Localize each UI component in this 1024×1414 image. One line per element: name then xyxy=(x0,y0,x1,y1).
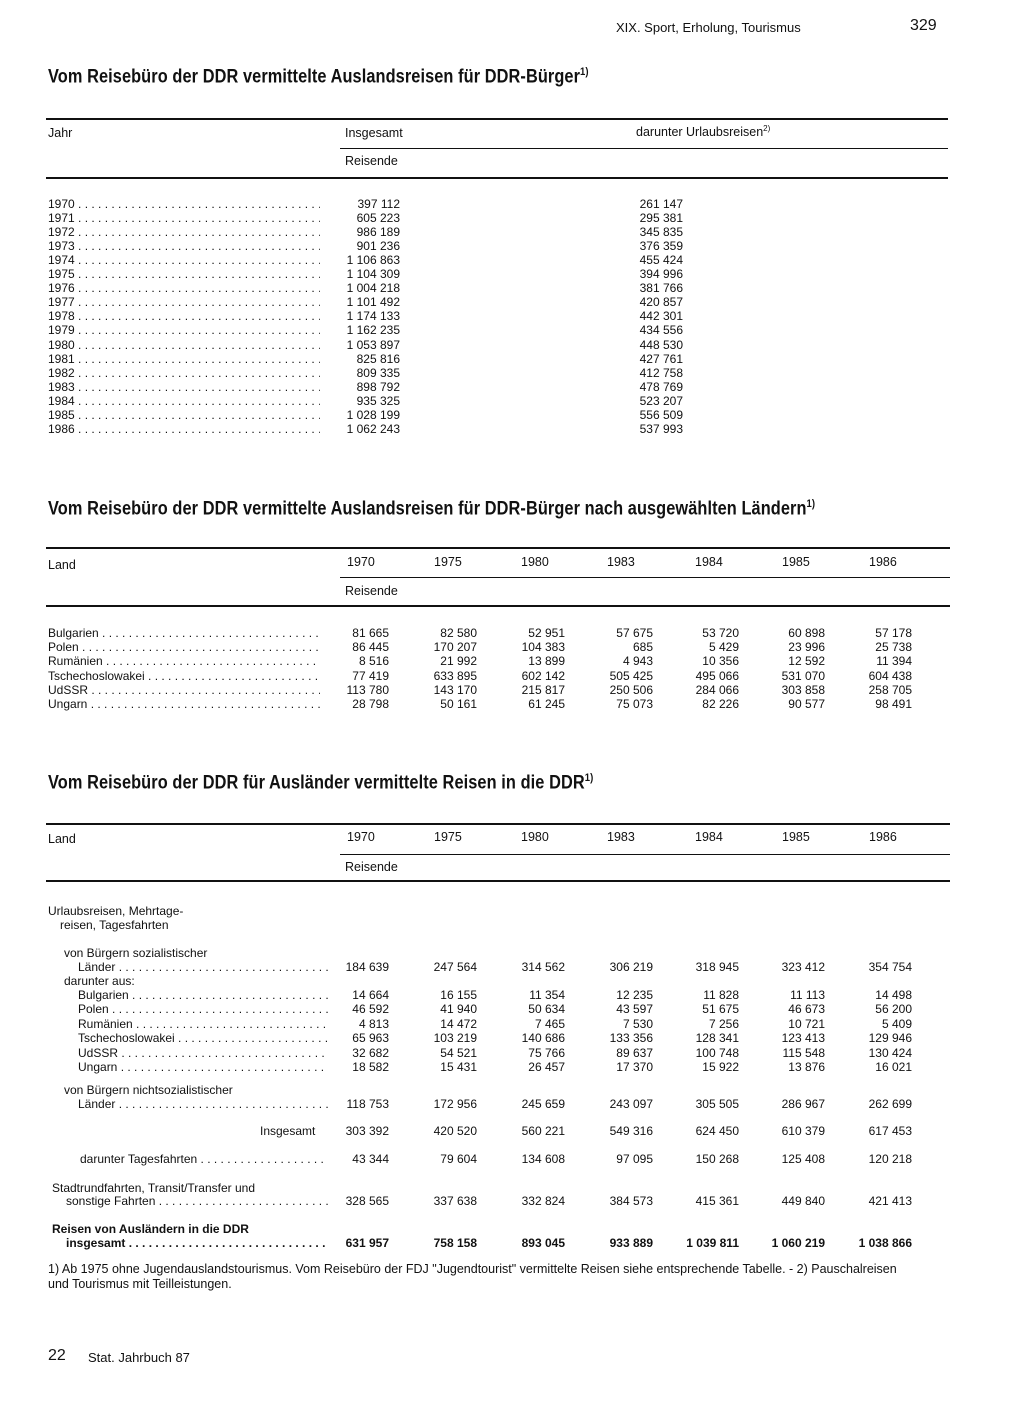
cell-1986: 56 200 xyxy=(875,1002,912,1017)
row-label-year: 1976 . . . xyxy=(48,281,320,295)
table3-title: Vom Reisebüro der DDR für Ausländer vermittelte Reisen in die DDR$^{1)}$ xyxy=(48,772,594,794)
cell-1970: 14 664 xyxy=(352,988,389,1002)
cell-insgesamt: 1 004 218 xyxy=(346,281,400,296)
cell-1983: 4 943 xyxy=(622,654,653,669)
cell-1970: 46 592 xyxy=(352,1002,389,1017)
cell-1983: 89 637 xyxy=(616,1045,653,1060)
cell-1985: 60 898 xyxy=(788,626,825,640)
table2-mid-rule xyxy=(340,577,950,578)
row-label-country: Rumänien . . . xyxy=(78,1017,328,1031)
cell-insgesamt: 1 104 309 xyxy=(346,267,400,282)
cell-1985: 90 577 xyxy=(788,697,825,711)
cell-urlaubsreisen: 448 530 xyxy=(639,337,683,352)
cell-1985: 286 967 xyxy=(781,1097,825,1111)
footer-source: Stat. Jahrbuch 87 xyxy=(88,1350,190,1365)
cell-urlaubsreisen: 261 147 xyxy=(639,197,683,211)
cell-1985: 12 592 xyxy=(788,654,825,669)
table3-darunter-aus: darunter aus: xyxy=(64,974,135,988)
table3-section-label: Urlaubsreisen, Mehrtage- reisen, Tagesfahrten xyxy=(48,904,184,932)
table1-top-rule xyxy=(46,118,948,120)
cell-1983: 306 219 xyxy=(609,960,653,974)
table1-col-darunter: darunter Urlaubsreisen$^{2)}$ xyxy=(636,124,771,140)
cell-1984: 150 268 xyxy=(695,1152,739,1166)
cell-1980: 560 221 xyxy=(521,1124,565,1138)
cell-urlaubsreisen: 381 766 xyxy=(639,281,683,296)
cell-1984: 1 039 811 xyxy=(686,1236,739,1250)
cell-1980: 332 824 xyxy=(521,1194,565,1208)
cell-insgesamt: 935 325 xyxy=(356,393,400,408)
year-header-1985: 1985 xyxy=(782,555,810,569)
cell-1975: 14 472 xyxy=(440,1016,477,1031)
cell-1983: 75 073 xyxy=(616,697,653,711)
cell-1983: 685 xyxy=(632,640,653,655)
cell-1986: 617 453 xyxy=(868,1124,912,1138)
cell-1970: 8 516 xyxy=(358,654,389,669)
cell-1980: 7 465 xyxy=(534,1016,565,1031)
cell-1980: 52 951 xyxy=(528,626,565,640)
cell-1986: 98 491 xyxy=(875,697,912,711)
table1-unit: Reisende xyxy=(345,154,398,168)
cell-urlaubsreisen: 556 509 xyxy=(639,407,683,422)
cell-1980: 104 383 xyxy=(521,640,565,655)
cell-1970: 303 392 xyxy=(345,1124,389,1138)
cell-1970: 631 957 xyxy=(345,1236,389,1250)
cell-1985: 13 876 xyxy=(788,1060,825,1074)
table1-bottom-rule xyxy=(46,177,948,179)
cell-1985: 123 413 xyxy=(781,1031,825,1046)
cell-1970: 18 582 xyxy=(352,1060,389,1074)
row-label-year: 1977 . . . xyxy=(48,295,320,309)
cell-urlaubsreisen: 295 381 xyxy=(639,211,683,226)
cell-1983: 505 425 xyxy=(609,668,653,683)
row-label-country: Rumänien . . . xyxy=(48,654,320,668)
table3-top-rule xyxy=(46,823,950,825)
footer-page-number: 22 xyxy=(48,1347,66,1364)
year-header-1985: 1985 xyxy=(782,830,810,844)
cell-insgesamt: 898 792 xyxy=(356,379,400,394)
cell-insgesamt: 605 223 xyxy=(356,211,400,226)
cell-1975: 103 219 xyxy=(433,1031,477,1046)
cell-1975: 143 170 xyxy=(433,682,477,697)
cell-insgesamt: 397 112 xyxy=(357,197,400,211)
cell-1980: 50 634 xyxy=(528,1002,565,1017)
row-label-year: 1984 . . . xyxy=(48,394,320,408)
year-header-1975: 1975 xyxy=(434,830,462,844)
row-label-year: 1985 . . . xyxy=(48,408,320,422)
cell-1975: 420 520 xyxy=(433,1124,477,1138)
cell-1984: 128 341 xyxy=(695,1031,739,1046)
cell-1975: 172 956 xyxy=(433,1097,477,1111)
cell-1975: 41 940 xyxy=(440,1002,477,1017)
cell-urlaubsreisen: 537 993 xyxy=(639,421,683,436)
cell-insgesamt: 1 101 492 xyxy=(346,295,400,310)
table2-unit: Reisende xyxy=(345,584,398,598)
cell-1986: 421 413 xyxy=(868,1194,912,1208)
cell-1986: 129 946 xyxy=(868,1031,912,1046)
cell-1970: 113 780 xyxy=(346,682,389,697)
cell-insgesamt: 1 174 133 xyxy=(346,309,400,324)
table2-col-land: Land xyxy=(48,558,76,572)
page-number: 329 xyxy=(910,17,937,34)
cell-1986: 1 038 866 xyxy=(858,1236,912,1250)
cell-urlaubsreisen: 434 556 xyxy=(639,323,683,338)
cell-urlaubsreisen: 376 359 xyxy=(639,239,683,254)
year-header-1986: 1986 xyxy=(869,555,897,569)
table1-mid-rule xyxy=(340,148,948,149)
cell-1975: 337 638 xyxy=(433,1194,477,1208)
row-label-country: Polen . . . xyxy=(48,640,320,654)
cell-1985: 1 060 219 xyxy=(771,1236,825,1250)
cell-insgesamt: 1 062 243 xyxy=(346,421,400,436)
row-label-year: 1986 . . . xyxy=(48,422,320,436)
table1-col-jahr: Jahr xyxy=(48,126,73,140)
cell-1983: 97 095 xyxy=(616,1152,653,1166)
cell-1975: 50 161 xyxy=(440,697,477,711)
table2-title: Vom Reisebüro der DDR vermittelte Auslandsreisen für DDR-Bürger nach ausgewählten Ländern$^{1)}$ xyxy=(48,498,816,520)
cell-1970: 328 565 xyxy=(345,1194,389,1208)
cell-1980: 61 245 xyxy=(528,697,565,711)
cell-1980: 75 766 xyxy=(528,1045,565,1060)
cell-1970: 28 798 xyxy=(352,697,389,711)
year-header-1986: 1986 xyxy=(869,830,897,844)
table1-col-insgesamt: Insgesamt xyxy=(345,126,403,140)
cell-1980: 602 142 xyxy=(521,668,565,683)
cell-1975: 82 580 xyxy=(440,626,477,640)
table2-top-rule xyxy=(46,547,950,549)
row-label-country: Tschechoslowakei . . . xyxy=(48,669,320,683)
cell-1970: 77 419 xyxy=(352,668,389,683)
cell-insgesamt: 1 106 863 xyxy=(346,253,400,268)
cell-1983: 133 356 xyxy=(609,1031,653,1046)
row-label-year: 1974 . . . xyxy=(48,253,320,267)
row-label-year: 1983 . . . xyxy=(48,380,320,394)
cell-1985: 531 070 xyxy=(781,668,825,683)
cell-insgesamt: 1 162 235 xyxy=(346,323,400,338)
cell-urlaubsreisen: 345 835 xyxy=(639,225,683,240)
cell-1984: 51 675 xyxy=(702,1002,739,1017)
cell-urlaubsreisen: 478 769 xyxy=(639,379,683,394)
cell-1980: 215 817 xyxy=(521,682,565,697)
cell-1986: 604 438 xyxy=(868,668,912,683)
table3-col-land: Land xyxy=(48,832,76,846)
cell-1975: 79 604 xyxy=(440,1152,477,1166)
cell-1986: 354 754 xyxy=(868,960,912,974)
row-label-country: Bulgarien . . . xyxy=(78,988,328,1002)
cell-1983: 549 316 xyxy=(609,1124,653,1138)
cell-1970: 184 639 xyxy=(345,960,389,974)
year-header-1970: 1970 xyxy=(347,830,375,844)
cell-1980: 13 899 xyxy=(528,654,565,669)
cell-1984: 415 361 xyxy=(695,1194,739,1208)
cell-1985: 125 408 xyxy=(781,1152,825,1166)
cell-1980: 893 045 xyxy=(521,1236,565,1250)
cell-1985: 10 721 xyxy=(788,1016,825,1031)
cell-1984: 495 066 xyxy=(695,668,739,683)
cell-insgesamt: 986 189 xyxy=(356,225,400,240)
table3-soz-label-1: von Bürgern sozialistischer xyxy=(64,946,208,960)
cell-urlaubsreisen: 394 996 xyxy=(639,267,683,282)
table3-mid-rule xyxy=(340,854,950,855)
row-label-country: Tschechoslowakei . . . xyxy=(78,1031,328,1045)
cell-1975: 16 155 xyxy=(440,988,477,1002)
row-label-year: 1971 . . . xyxy=(48,211,320,225)
year-header-1975: 1975 xyxy=(434,555,462,569)
cell-insgesamt: 1 028 199 xyxy=(346,407,400,422)
cell-1985: 46 673 xyxy=(788,1002,825,1017)
table1-title: Vom Reisebüro der DDR vermittelte Auslandsreisen für DDR-Bürger$^{1)}$ xyxy=(48,66,589,88)
cell-insgesamt: 809 335 xyxy=(356,365,400,380)
cell-1983: 933 889 xyxy=(609,1236,653,1250)
cell-1985: 23 996 xyxy=(788,640,825,655)
cell-1986: 57 178 xyxy=(875,626,912,640)
row-label-year: 1973 . . . xyxy=(48,239,320,253)
cell-urlaubsreisen: 442 301 xyxy=(639,309,683,324)
cell-1970: 86 445 xyxy=(352,640,389,655)
cell-1970: 43 344 xyxy=(352,1152,389,1166)
year-header-1983: 1983 xyxy=(607,830,635,844)
cell-1985: 610 379 xyxy=(781,1124,825,1138)
cell-1985: 323 412 xyxy=(781,960,825,974)
cell-1983: 384 573 xyxy=(609,1194,653,1208)
footnote: 1) Ab 1975 ohne Jugendauslandstourismus. Vom Reisebüro der FDJ "Jugendtourist" vermittelte Reisen siehe entsprechende Tabelle. - 2) Pauschalreisen und Tourismus mit Teilleistungen. xyxy=(48,1262,897,1291)
cell-1980: 140 686 xyxy=(521,1031,565,1046)
cell-1986: 14 498 xyxy=(875,988,912,1002)
cell-1970: 65 963 xyxy=(352,1031,389,1046)
cell-1985: 449 840 xyxy=(781,1194,825,1208)
cell-1980: 134 608 xyxy=(521,1152,565,1166)
cell-1983: 17 370 xyxy=(616,1060,653,1074)
row-label-year: 1981 . . . xyxy=(48,352,320,366)
cell-1984: 318 945 xyxy=(695,960,739,974)
row-label-country: Ungarn . . . xyxy=(78,1060,328,1074)
cell-1983: 243 097 xyxy=(609,1097,653,1111)
table3-nsoz-label-1: von Bürgern nichtsozialistischer xyxy=(64,1083,233,1097)
row-label-year: 1970 . . . xyxy=(48,197,320,211)
cell-urlaubsreisen: 420 857 xyxy=(639,295,683,310)
cell-1986: 120 218 xyxy=(868,1152,912,1166)
row-label-year: 1979 . . . xyxy=(48,323,320,337)
cell-1984: 624 450 xyxy=(695,1124,739,1138)
chapter-header: XIX. Sport, Erholung, Tourismus xyxy=(616,20,801,35)
table3-bottom-rule xyxy=(46,880,950,882)
cell-1984: 284 066 xyxy=(695,682,739,697)
cell-1984: 100 748 xyxy=(695,1045,739,1060)
cell-1985: 303 858 xyxy=(781,682,825,697)
cell-1975: 633 895 xyxy=(433,668,477,683)
cell-1975: 54 521 xyxy=(440,1045,477,1060)
cell-1980: 11 354 xyxy=(529,988,565,1002)
cell-1983: 7 530 xyxy=(622,1016,653,1031)
row-label-country: Ungarn . . . xyxy=(48,697,320,711)
year-header-1984: 1984 xyxy=(695,555,723,569)
row-label-country: UdSSR . . . xyxy=(78,1046,328,1060)
cell-1984: 7 256 xyxy=(708,1016,739,1031)
cell-insgesamt: 901 236 xyxy=(356,239,400,254)
cell-1984: 10 356 xyxy=(702,654,739,669)
cell-1983: 250 506 xyxy=(609,682,653,697)
row-label-country: Bulgarien . . . xyxy=(48,626,320,640)
cell-1986: 25 738 xyxy=(875,640,912,655)
cell-1984: 82 226 xyxy=(702,697,739,711)
row-label-year: 1972 . . . xyxy=(48,225,320,239)
table3-unit: Reisende xyxy=(345,860,398,874)
cell-1984: 53 720 xyxy=(702,626,739,640)
cell-1975: 170 207 xyxy=(433,640,477,655)
cell-1983: 12 235 xyxy=(616,988,653,1002)
cell-1985: 11 113 xyxy=(790,988,825,1002)
table3-total-label-1: Reisen von Ausländern in die DDR xyxy=(52,1222,249,1236)
row-label-year: 1978 . . . xyxy=(48,309,320,323)
cell-1984: 305 505 xyxy=(695,1097,739,1111)
cell-1975: 15 431 xyxy=(440,1060,477,1074)
cell-1984: 5 429 xyxy=(708,640,739,655)
cell-1986: 16 021 xyxy=(875,1060,912,1074)
row-label-year: 1975 . . . xyxy=(48,267,320,281)
row-label-year: 1980 . . . xyxy=(48,338,320,352)
cell-insgesamt: 1 053 897 xyxy=(346,337,400,352)
cell-urlaubsreisen: 455 424 xyxy=(639,253,683,268)
table2-bottom-rule xyxy=(46,605,950,607)
cell-1986: 130 424 xyxy=(868,1045,912,1060)
cell-1970: 32 682 xyxy=(352,1045,389,1060)
cell-1970: 81 665 xyxy=(352,626,389,640)
table3-insgesamt-label: Insgesamt xyxy=(260,1124,316,1138)
cell-urlaubsreisen: 427 761 xyxy=(639,351,683,366)
year-header-1980: 1980 xyxy=(521,830,549,844)
row-label-year: 1982 . . . xyxy=(48,366,320,380)
cell-insgesamt: 825 816 xyxy=(356,351,400,366)
cell-1975: 247 564 xyxy=(433,960,477,974)
cell-1980: 245 659 xyxy=(521,1097,565,1111)
cell-1975: 758 158 xyxy=(433,1236,477,1250)
year-header-1970: 1970 xyxy=(347,555,375,569)
cell-1980: 314 562 xyxy=(521,960,565,974)
cell-1984: 15 922 xyxy=(702,1060,739,1074)
cell-urlaubsreisen: 412 758 xyxy=(639,365,683,380)
year-header-1980: 1980 xyxy=(521,555,549,569)
cell-1984: 11 828 xyxy=(703,988,739,1002)
year-header-1984: 1984 xyxy=(695,830,723,844)
row-label-country: Polen . . . xyxy=(78,1002,328,1016)
table3-stadt-label-1: Stadtrundfahrten, Transit/Transfer und xyxy=(52,1181,255,1195)
cell-1986: 11 394 xyxy=(876,654,912,669)
cell-1970: 118 753 xyxy=(346,1097,389,1111)
cell-1986: 5 409 xyxy=(881,1016,912,1031)
cell-1985: 115 548 xyxy=(782,1045,825,1060)
cell-1986: 262 699 xyxy=(868,1097,912,1111)
cell-1983: 57 675 xyxy=(616,626,653,640)
cell-1980: 26 457 xyxy=(528,1060,565,1074)
cell-urlaubsreisen: 523 207 xyxy=(639,393,683,408)
row-label-country: UdSSR . . . xyxy=(48,683,320,697)
cell-1986: 258 705 xyxy=(868,682,912,697)
cell-1975: 21 992 xyxy=(440,654,477,669)
cell-1970: 4 813 xyxy=(358,1016,389,1031)
cell-1983: 43 597 xyxy=(616,1002,653,1017)
year-header-1983: 1983 xyxy=(607,555,635,569)
